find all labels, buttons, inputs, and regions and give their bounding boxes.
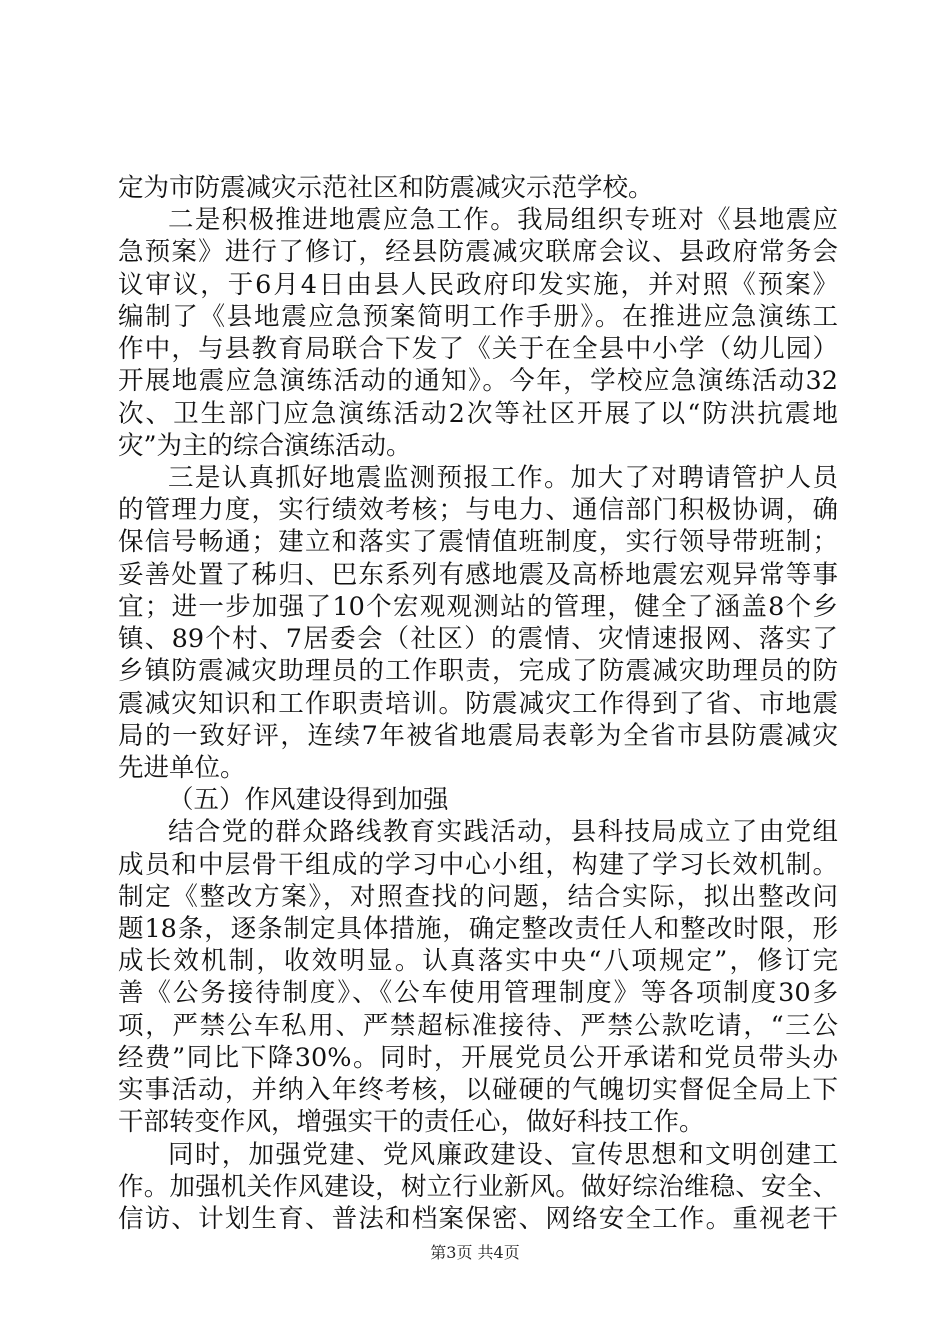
text-line: 作。加强机关作风建设，树立行业新风。做好综治维稳、安全、 (118, 1171, 838, 1202)
text-line: 震减灾知识和工作职责培训。防震减灾工作得到了省、市地震 (118, 688, 838, 719)
paragraph-start-line: 同时，加强党建、党风廉政建设、宣传思想和文明创建工 (168, 1139, 838, 1170)
text-line: 的管理力度，实行绩效考核；与电力、通信部门积极协调，确 (118, 495, 838, 526)
paragraph-start-line: 三是认真抓好地震监测预报工作。加大了对聘请管护人员 (168, 462, 838, 493)
text-line: 开展地震应急演练活动的通知》。今年，学校应急演练活动32 (118, 366, 838, 397)
text-line: 经费”同比下降30%。同时，开展党员公开承诺和党员带头办 (118, 1042, 838, 1073)
text-line: 作中，与县教育局联合下发了《关于在全县中小学（幼儿园） (118, 334, 838, 365)
text-line: 保信号畅通；建立和落实了震情值班制度，实行领导带班制； (118, 527, 838, 558)
text-line: 项，严禁公车私用、严禁超标准接待、严禁公款吃请，“三公 (118, 1010, 838, 1041)
text-line: 宜；进一步加强了10个宏观观测站的管理，健全了涵盖8个乡 (118, 591, 838, 622)
text-line: 局的一致好评，连续7年被省地震局表彰为全省市县防震减灾 (118, 720, 838, 751)
paragraph-start-line: 结合党的群众路线教育实践活动，县科技局成立了由党组 (168, 817, 838, 848)
text-line: 实事活动，并纳入年终考核，以碰硬的气魄切实督促全局上下 (118, 1075, 838, 1106)
text-line: 信访、计划生育、普法和档案保密、网络安全工作。重视老干 (118, 1204, 838, 1234)
text-line: 先进单位。 (118, 752, 246, 783)
text-line: 制定《整改方案》，对照查找的问题，结合实际，拟出整改问 (118, 881, 838, 912)
text-line: 镇、89个村、7居委会（社区）的震情、灾情速报网、落实了 (118, 624, 838, 655)
text-line: 编制了《县地震应急预案简明工作手册》。在推进应急演练工 (118, 301, 838, 332)
text-line: 善《公务接待制度》、《公车使用管理制度》等各项制度30多 (118, 978, 838, 1009)
text-line: 急预案》进行了修订，经县防震减灾联席会议、县政府常务会 (118, 237, 838, 268)
page-number-footer: 第3页 共4页 (430, 1243, 520, 1262)
paragraph-start-line: 二是积极推进地震应急工作。我局组织专班对《县地震应 (168, 205, 838, 236)
text-line: 干部转变作风，增强实干的责任心，做好科技工作。 (118, 1107, 705, 1138)
text-line: 题18条，逐条制定具体措施，确定整改责任人和整改时限，形 (118, 914, 838, 945)
text-line: 灾”为主的综合演练活动。 (118, 430, 412, 461)
text-line: 妥善处置了秭归、巴东系列有感地震及高桥地震宏观异常等事 (118, 559, 838, 590)
text-line: 次、卫生部门应急演练活动2次等社区开展了以“防洪抗震地 (118, 398, 838, 429)
text-line: 议审议，于6月4日由县人民政府印发实施，并对照《预案》 (118, 269, 838, 300)
text-line: 乡镇防震减灾助理员的工作职责，完成了防震减灾助理员的防 (118, 656, 838, 687)
text-line: 定为市防震减灾示范社区和防震减灾示范学校。 (118, 173, 654, 203)
text-line: 成员和中层骨干组成的学习中心小组，构建了学习长效机制。 (118, 849, 838, 880)
section-heading: （五）作风建设得到加强 (168, 785, 449, 816)
text-line: 成长效机制，收效明显。认真落实中央“八项规定”，修订完 (118, 946, 838, 977)
